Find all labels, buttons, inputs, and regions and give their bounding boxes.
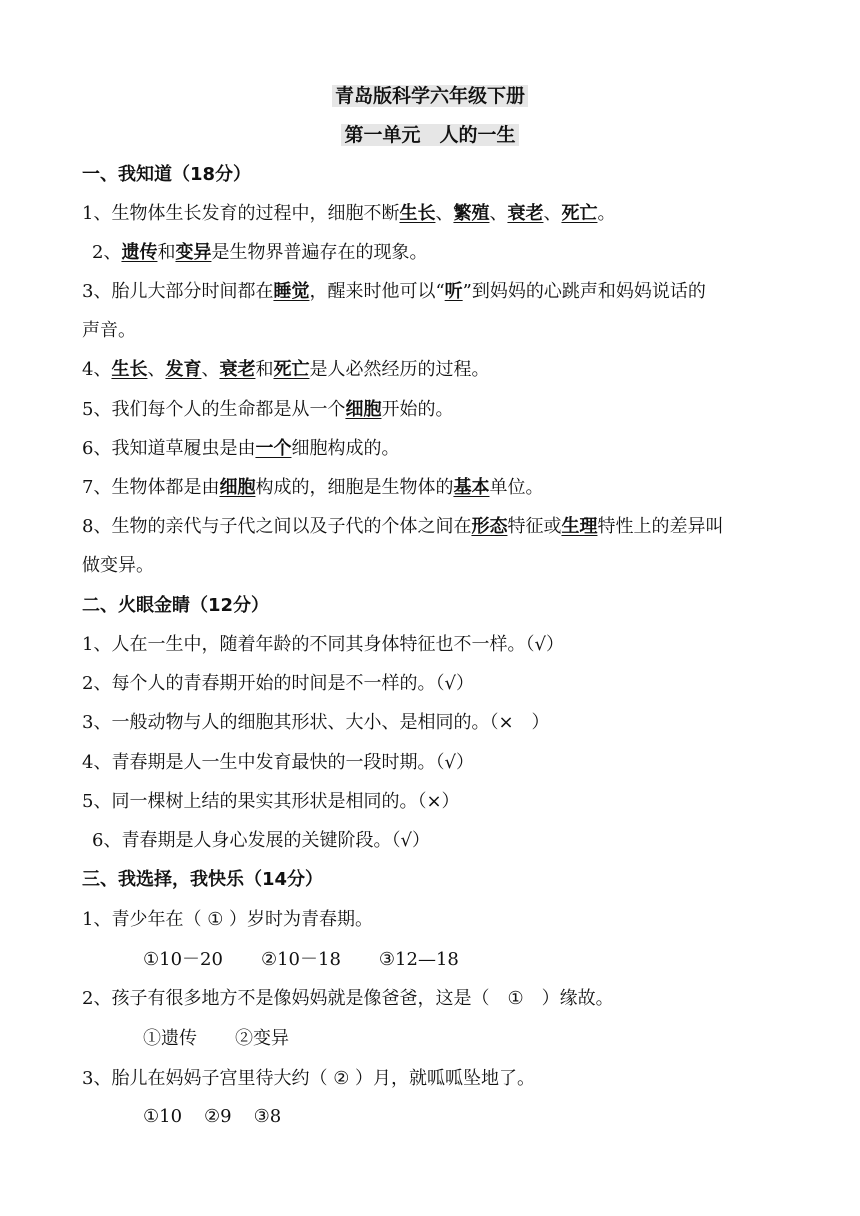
question-1-4: 4、生长、发育、衰老和死亡是人必然经历的过程。 [82,359,490,380]
answer-blank: 一个 [255,438,292,459]
choice-question-3: 3、胎儿在妈妈子宫里待大约（ ② ）月，就呱呱坠地了。 [82,1068,536,1089]
judge-item-4: 4、青春期是人一生中发育最快的一段时期。（√） [82,752,474,773]
option: ①10－20 [143,949,223,970]
question-1-6: 6、我知道草履虫是由一个细胞构成的。 [82,438,400,459]
answer-blank: 发育 [165,359,202,380]
answer-blank: 形态 [471,516,508,537]
answer-blank: 衰老 [507,203,544,224]
judge-item-1: 1、人在一生中，随着年龄的不同其身体特征也不一样。（√） [82,634,564,655]
question-1-7: 7、生物体都是由细胞构成的，细胞是生物体的基本单位。 [82,477,544,498]
choice-options-2 [143,1026,860,1052]
option: ②变异 [235,1028,289,1049]
choice-answer: ① [507,988,524,1009]
answer-blank: 遗传 [121,242,158,263]
section-heading-1: 一、我知道（18分） [82,164,252,185]
choice-question-2: 2、孩子有很多地方不是像妈妈就是像爸爸，这是（ ① ）缘故。 [82,988,614,1009]
answer-blank: 细胞 [345,399,382,420]
judge-item-3: 3、一般动物与人的细胞其形状、大小、是相同的。（× ） [82,712,550,733]
question-1-5: 5、我们每个人的生命都是从一个细胞开始的。 [82,399,454,420]
option: ③12—18 [378,949,459,970]
answer-blank: 生长 [399,203,436,224]
choice-answer: ② [333,1068,350,1089]
unit-title: 第一单元 人的一生 [0,122,860,148]
judge-item-6: 6、青春期是人身心发展的关键阶段。（√） [92,830,430,851]
choice-options-3 [143,1104,860,1130]
choice-answer: ① [207,909,224,930]
answer-blank: 死亡 [561,203,598,224]
judge-item-2: 2、每个人的青春期开始的时间是不一样的。（√） [82,673,474,694]
answer-blank: 基本 [453,477,490,498]
answer-blank: 死亡 [273,359,310,380]
question-1-2: 2、遗传和变异是生物界普遍存在的现象。 [92,242,428,263]
answer-blank: 生理 [561,516,598,537]
option: ②10－18 [260,949,341,970]
option: ②9 [204,1106,232,1127]
question-1-1: 1、生物体生长发育的过程中，细胞不断生长、繁殖、衰老、死亡。 [82,203,616,224]
judge-item-5: 5、同一棵树上结的果实其形状是相同的。（×） [82,791,460,812]
choice-question-1: 1、青少年在（ ① ）岁时为青春期。 [82,909,374,930]
choice-options-1 [143,947,860,973]
question-1-3: 3、胎儿大部分时间都在睡觉，醒来时他可以“听”到妈妈的心跳声和妈妈说话的 [82,281,706,302]
answer-blank: 变异 [175,242,212,263]
cross-mark: × [426,791,442,812]
question-1-3-cont: 声音。 [82,320,136,341]
section-heading-3: 三、我选择，我快乐（14分） [82,869,324,890]
option: ①遗传 [143,1028,197,1049]
check-mark: √ [444,752,456,773]
cross-mark: × [498,712,532,733]
answer-blank: 细胞 [219,477,256,498]
option: ③8 [253,1106,282,1127]
answer-blank: 衰老 [219,359,256,380]
answer-blank: 生长 [111,359,148,380]
worksheet-title: 青岛版科学六年级下册 [0,83,860,109]
check-mark: √ [534,634,546,655]
answer-blank: 繁殖 [453,203,490,224]
check-mark: √ [444,673,456,694]
check-mark: √ [400,830,412,851]
option: ①10 [143,1106,183,1127]
question-1-8: 8、生物的亲代与子代之间以及子代的个体之间在形态特征或生理特性上的差异叫 [82,516,724,537]
question-1-8-cont: 做变异。 [82,555,154,576]
section-heading-2: 二、火眼金睛（12分） [82,595,270,616]
answer-blank: 听 [444,281,463,302]
answer-blank: 睡觉 [273,281,310,302]
